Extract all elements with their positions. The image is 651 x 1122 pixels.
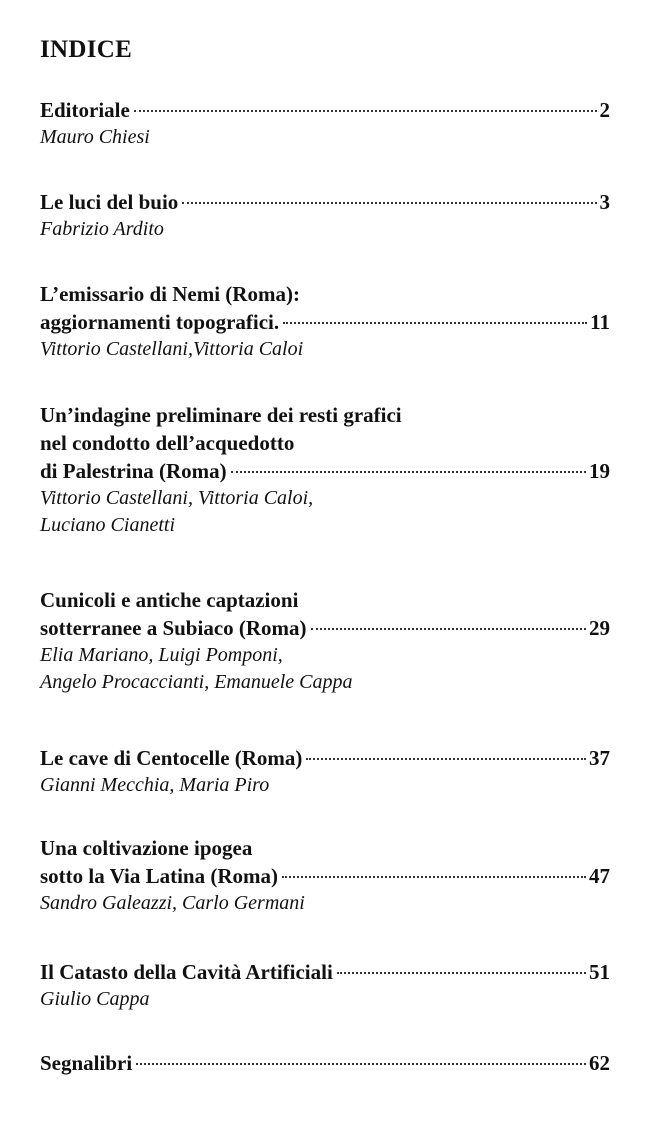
page-number: 62: [589, 1051, 610, 1075]
entry-title: di Palestrina (Roma): [40, 459, 227, 483]
page-number: 2: [599, 98, 610, 122]
toc-entry: [40, 744, 610, 799]
entry-title: sotterranee a Subiaco (Roma): [40, 616, 307, 640]
entry-title-line: [40, 862, 610, 890]
dot-leader: [136, 1063, 586, 1065]
entry-title: L’emissario di Nemi (Roma):: [40, 282, 300, 306]
entry-title: Le luci del buio: [40, 190, 179, 214]
page-number: 37: [589, 746, 610, 770]
entry-title: Editoriale: [40, 98, 130, 122]
page-number: 51: [589, 960, 610, 984]
page-number: 11: [590, 310, 610, 334]
entry-title: aggiornamenti topografici.: [40, 310, 280, 334]
entry-author: Mauro Chiesi: [40, 126, 150, 148]
dot-leader: [134, 110, 597, 112]
entry-title: Una coltivazione ipogea: [40, 836, 253, 860]
entry-title-line: [40, 96, 610, 124]
entry-title: Un’indagine preliminare dei resti grafici: [40, 403, 402, 427]
entry-author: Vittorio Castellani,Vittoria Caloi: [40, 338, 304, 360]
dot-leader: [337, 972, 586, 974]
entry-author: Vittorio Castellani, Vittoria Caloi,: [40, 487, 314, 509]
entry-title: sotto la Via Latina (Roma): [40, 864, 278, 888]
dot-leader: [282, 876, 586, 878]
toc-entry: [40, 280, 610, 363]
entry-title: Il Catasto della Cavità Artificiali: [40, 960, 333, 984]
entry-author: Gianni Mecchia, Maria Piro: [40, 774, 270, 796]
dot-leader: [231, 471, 586, 473]
toc-entry: [40, 586, 610, 696]
entry-author: Luciano Cianetti: [40, 514, 175, 536]
entry-author: Giulio Cappa: [40, 988, 150, 1010]
entry-title-line: [40, 188, 610, 216]
entry-title-line: [40, 744, 610, 772]
entry-title-line: [40, 958, 610, 986]
entry-author: Angelo Procaccianti, Emanuele Cappa: [40, 671, 353, 693]
entry-title-line: [40, 1049, 610, 1077]
dot-leader: [311, 628, 586, 630]
dot-leader: [306, 758, 586, 760]
toc-entry: [40, 188, 610, 243]
page-title: INDICE: [40, 36, 133, 63]
entry-title: nel condotto dell’acquedotto: [40, 431, 295, 455]
entry-author: Fabrizio Ardito: [40, 218, 164, 240]
toc-entry: [40, 96, 610, 151]
entry-author: Elia Mariano, Luigi Pomponi,: [40, 644, 283, 666]
toc-entry: [40, 1049, 610, 1077]
toc-entry: [40, 958, 610, 1013]
dot-leader: [182, 202, 596, 204]
toc-entry: [40, 401, 610, 539]
toc-entry: [40, 834, 610, 917]
dot-leader: [283, 322, 587, 324]
entry-title: Segnalibri: [40, 1051, 133, 1075]
page-number: 19: [589, 459, 610, 483]
entry-title: Cunicoli e antiche captazioni: [40, 588, 299, 612]
entry-title-line: [40, 614, 610, 642]
page-number: 29: [589, 616, 610, 640]
entry-title-line: [40, 457, 610, 485]
page-number: 3: [599, 190, 610, 214]
entry-title: Le cave di Centocelle (Roma): [40, 746, 303, 770]
entry-author: Sandro Galeazzi, Carlo Germani: [40, 892, 305, 914]
page-number: 47: [589, 864, 610, 888]
entry-title-line: [40, 308, 610, 336]
